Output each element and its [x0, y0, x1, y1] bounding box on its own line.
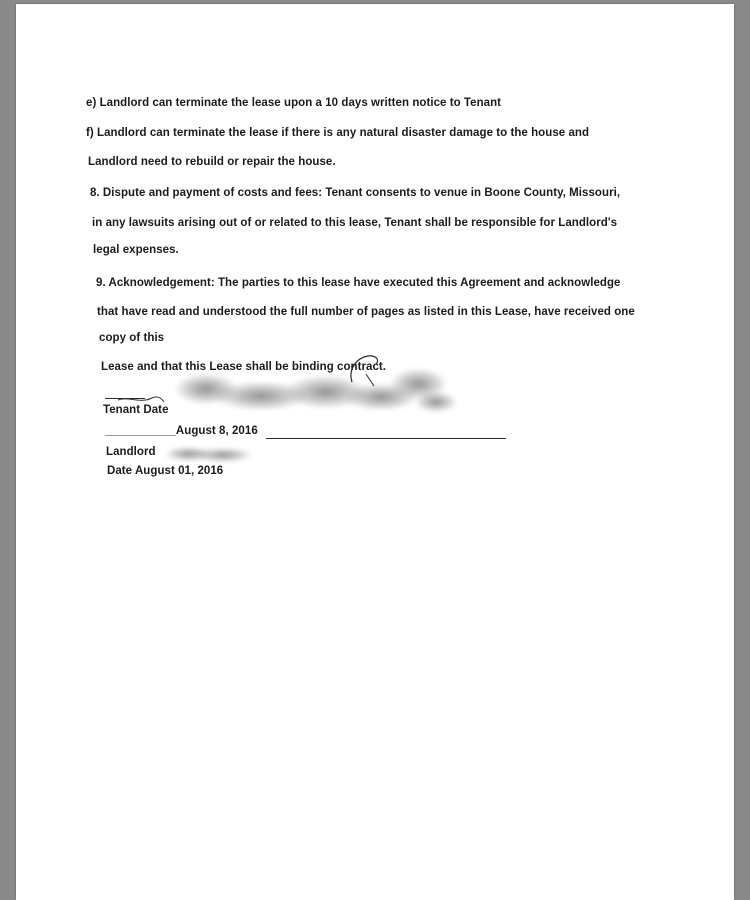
tenant-date-value: ___________August 8, 2016: [105, 425, 258, 437]
clause-8-line1: 8. Dispute and payment of costs and fees: Tenant consents to venue in Boone County, Missouri,: [90, 187, 621, 199]
signature-line: [266, 438, 506, 439]
clause-f-line2: Landlord need to rebuild or repair the house.: [88, 156, 336, 168]
clause-9-line3: copy of this: [99, 332, 165, 344]
clause-e: e) Landlord can terminate the lease upon a 10 days written notice to Tenant: [86, 97, 502, 109]
clause-8-line3: legal expenses.: [93, 244, 179, 256]
pen-signature: [346, 352, 386, 392]
landlord-date: Date August 01, 2016: [107, 465, 224, 477]
landlord-label: Landlord: [106, 446, 156, 458]
clause-8-line2: in any lawsuits arising out of or related to this lease, Tenant shall be responsible for Landlord's: [92, 217, 618, 229]
clause-9-line2: that have read and understood the full number of pages as listed in this Lease, have received one: [97, 306, 635, 318]
document-page: [16, 4, 734, 900]
tenant-date-label: Tenant Date: [103, 404, 169, 416]
redacted-landlord-name: [166, 447, 256, 463]
redacted-signature: [176, 364, 456, 419]
clause-9-line1: 9. Acknowledgement: The parties to this lease have executed this Agreement and acknowledge: [96, 277, 621, 289]
clause-f-line1: f) Landlord can terminate the lease if there is any natural disaster damage to the house and: [86, 127, 590, 139]
clause-9-line4: Lease and that this Lease shall be binding contract.: [101, 361, 387, 373]
